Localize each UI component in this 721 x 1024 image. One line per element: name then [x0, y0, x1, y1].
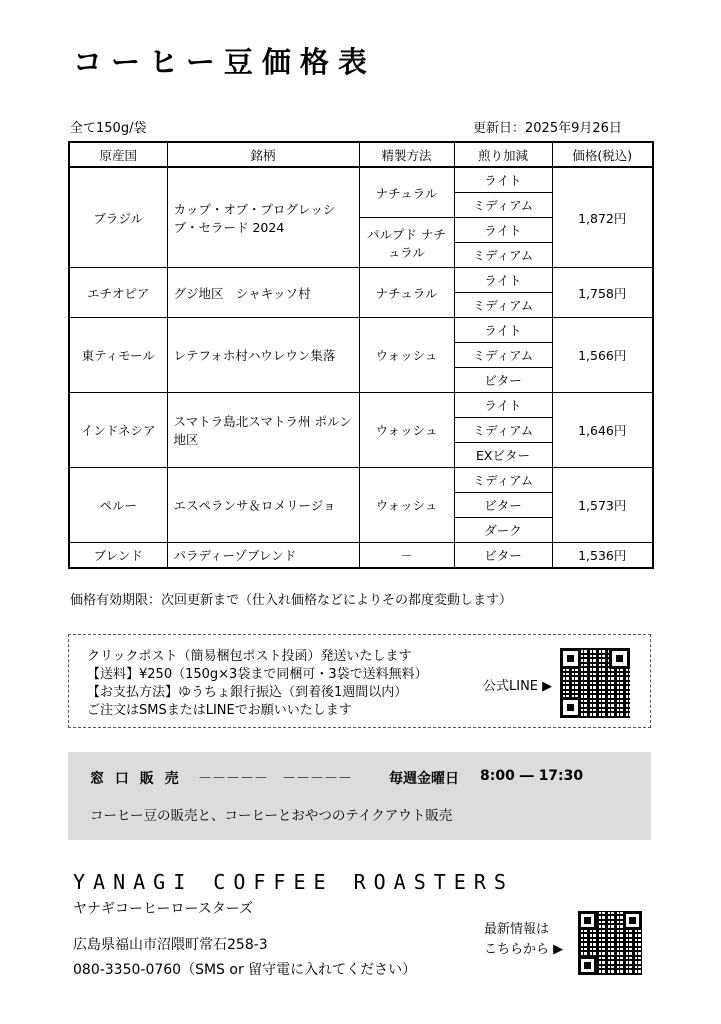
- header-brand: 銘柄: [167, 142, 359, 167]
- shop-name-kana: ヤナギコーヒーロースターズ: [73, 901, 254, 917]
- roast-cell: ミディアム: [454, 293, 552, 318]
- method-cell: ウォッシュ: [359, 318, 454, 393]
- update-date: 更新日：2025年9月26日: [473, 121, 622, 136]
- price-cell: 1,758円: [552, 268, 653, 318]
- price-cell: 1,566円: [552, 318, 653, 393]
- brand-cell: レテフォホ村ハウレウン集落: [167, 318, 359, 393]
- shipping-line: ご注文はSMSまたはLINEでお願いいたします: [87, 703, 352, 718]
- shop-phone: 080-3350-0760（SMS or 留守電に入れてください）: [73, 962, 417, 978]
- shipping-line: クリックポスト（簡易梱包ポスト投函）発送いたします: [87, 649, 412, 664]
- method-cell: －: [359, 543, 454, 569]
- window-description: コーヒー豆の販売と、コーヒーとおやつのテイクアウト販売: [90, 808, 453, 824]
- roast-cell: ミディアム: [454, 418, 552, 443]
- table-row: [69, 318, 653, 343]
- shipping-box: [68, 634, 651, 728]
- roast-cell: ライト: [454, 268, 552, 293]
- shop-address: 広島県福山市沼隈町常石258-3: [73, 937, 268, 953]
- roast-cell: ライト: [454, 167, 552, 193]
- roast-cell: ダーク: [454, 518, 552, 543]
- line-qr-code-icon[interactable]: [560, 648, 630, 718]
- window-day: 毎週金曜日: [389, 771, 459, 787]
- info-text-2: こちらから ▶: [484, 942, 564, 957]
- method-cell: パルプド ナチュラル: [359, 218, 454, 268]
- price-cell: 1,573円: [552, 468, 653, 543]
- price-cell: 1,536円: [552, 543, 653, 569]
- roast-cell: ビター: [454, 543, 552, 569]
- method-cell: ウォッシュ: [359, 468, 454, 543]
- table-header-row: [69, 142, 653, 167]
- brand-cell: カップ・オブ・プログレッシブ・セラード 2024: [167, 167, 359, 268]
- roast-cell: ライト: [454, 318, 552, 343]
- shipping-line: 【お支払方法】ゆうちょ銀行振込（到着後1週間以内）: [87, 685, 408, 700]
- unit-note: 全て150g/袋: [70, 121, 147, 136]
- price-table: [68, 141, 654, 569]
- window-sales-panel: [68, 752, 651, 840]
- header-origin: 原産国: [69, 142, 167, 167]
- method-cell: ウォッシュ: [359, 393, 454, 468]
- brand-cell: パラディーゾブレンド: [167, 543, 359, 569]
- window-dashes: －－－－－ －－－－－: [198, 771, 352, 787]
- roast-cell: ライト: [454, 393, 552, 418]
- roast-cell: ミディアム: [454, 468, 552, 493]
- origin-cell: ブラジル: [69, 167, 167, 268]
- brand-cell: エスペランサ＆ロメリージョ: [167, 468, 359, 543]
- info-qr-code-icon[interactable]: [578, 911, 642, 975]
- header-roast: 煎り加減: [454, 142, 552, 167]
- roast-cell: ビター: [454, 368, 552, 393]
- price-cell: 1,872円: [552, 167, 653, 268]
- method-cell: ナチュラル: [359, 268, 454, 318]
- info-text-1: 最新情報は: [484, 922, 550, 937]
- origin-cell: ペルー: [69, 468, 167, 543]
- line-label: 公式LINE ▶: [483, 679, 553, 694]
- roast-cell: EXビター: [454, 443, 552, 468]
- header-price: 価格(税込): [552, 142, 653, 167]
- window-hours: 8:00 ― 17:30: [480, 768, 584, 784]
- table-row: [69, 543, 653, 569]
- table-row: [69, 468, 653, 493]
- table-body: [69, 167, 653, 568]
- origin-cell: インドネシア: [69, 393, 167, 468]
- brand-cell: スマトラ島北スマトラ州 ポルン地区: [167, 393, 359, 468]
- price-cell: 1,646円: [552, 393, 653, 468]
- table-row: [69, 393, 653, 418]
- origin-cell: 東ティモール: [69, 318, 167, 393]
- roast-cell: ミディアム: [454, 343, 552, 368]
- brand-cell: グジ地区 シャキッソ村: [167, 268, 359, 318]
- roast-cell: ライト: [454, 218, 552, 243]
- method-cell: ナチュラル: [359, 167, 454, 218]
- shop-name: YANAGI COFFEE ROASTERS: [73, 870, 514, 894]
- page-title: コーヒー豆価格表: [73, 45, 376, 79]
- roast-cell: ビター: [454, 493, 552, 518]
- roast-cell: ミディアム: [454, 193, 552, 218]
- window-sales-label: 窓 口 販 売: [90, 771, 182, 787]
- header-method: 精製方法: [359, 142, 454, 167]
- validity-note: 価格有効期限：次回更新まで（仕入れ価格などによりその都度変動します）: [70, 593, 513, 608]
- origin-cell: ブレンド: [69, 543, 167, 569]
- roast-cell: ミディアム: [454, 243, 552, 268]
- shipping-line: 【送料】¥250（150g×3袋まで同梱可・3袋で送料無料）: [87, 667, 428, 682]
- origin-cell: エチオピア: [69, 268, 167, 318]
- table-row: [69, 167, 653, 193]
- table-row: [69, 268, 653, 293]
